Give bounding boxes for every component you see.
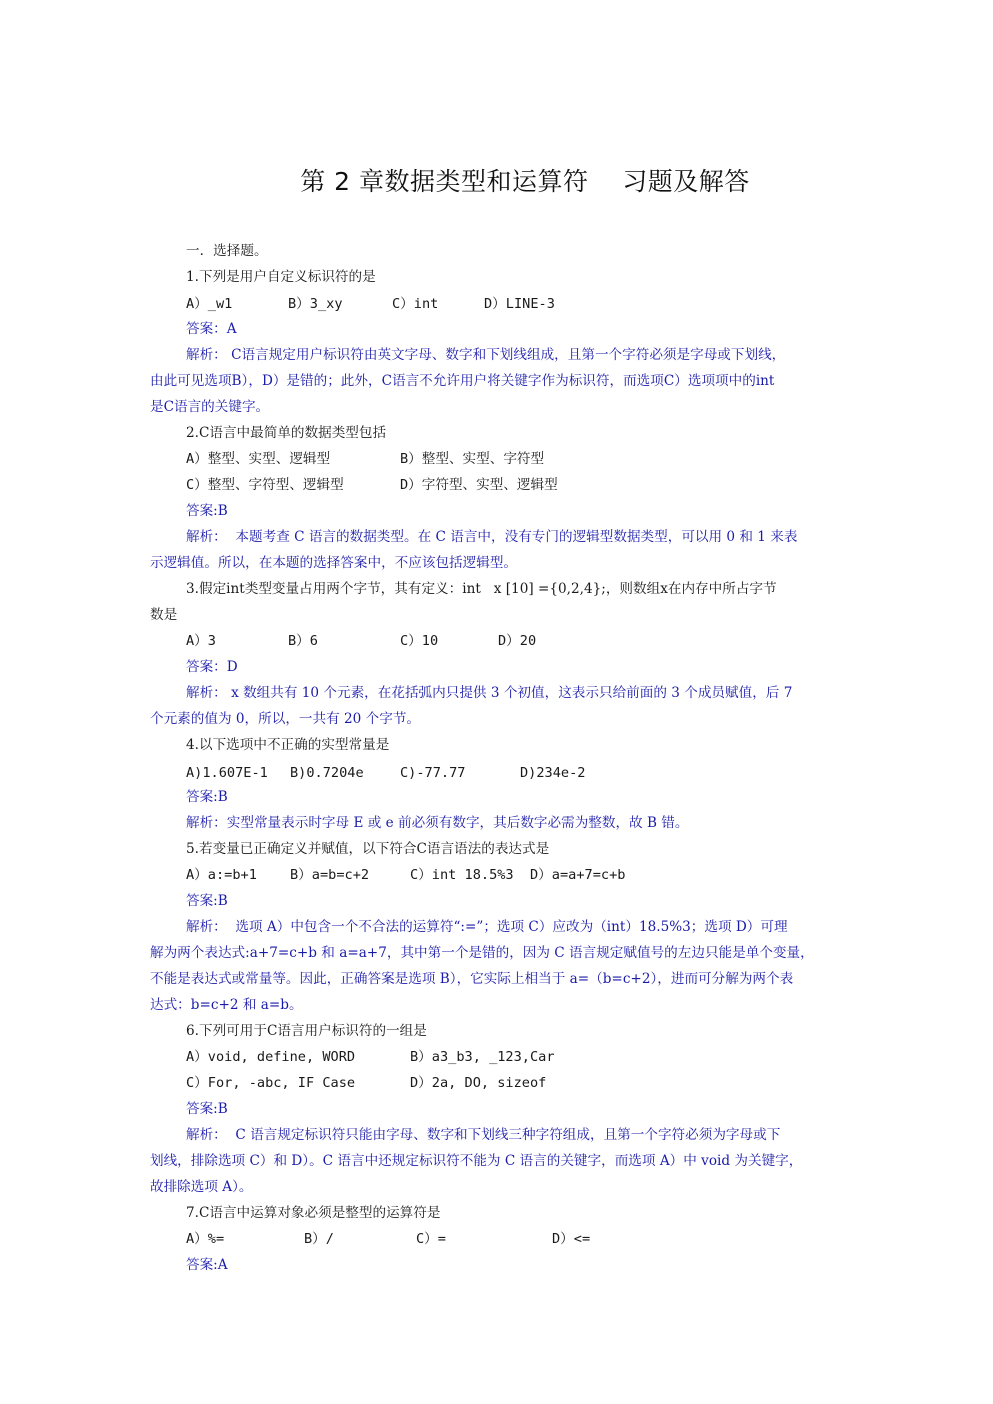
- q7-answer: 答案:A: [186, 1257, 228, 1273]
- q3-option-c: C）10: [400, 633, 439, 649]
- q7-option-b: B）/: [304, 1231, 334, 1247]
- q5-option-a: A）a:=b+1: [186, 867, 257, 883]
- question-5: 5.若变量已正确定义并赋值，以下符合C语言语法的表达式是: [186, 841, 550, 857]
- q3-option-a: A）3: [186, 633, 216, 649]
- q1-option-b: B）3_xy: [288, 296, 343, 312]
- q4-option-d: D)234e-2: [520, 765, 586, 781]
- q1-option-c: C）int: [392, 296, 439, 312]
- q5-option-d: D）a=a+7=c+b: [530, 867, 626, 883]
- q7-option-c: C）=: [416, 1231, 446, 1247]
- q5-explanation-line: 解为两个表达式:a+7=c+b 和 a=a+7，其中第一个是错的，因为 C 语言规定赋值号的左边只能是单个变量，: [150, 945, 814, 961]
- q1-explanation-line: 由此可见选项B），D）是错的；此外，C语言不允许用户将关键字作为标识符，而选项C）选项项中的int: [150, 373, 775, 389]
- q4-option-a: A)1.607E-1: [186, 765, 268, 781]
- q1-option-d: D）LINE-3: [484, 296, 555, 312]
- q4-option-c: C)-77.77: [400, 765, 466, 781]
- q5-option-b: B）a=b=c+2: [290, 867, 370, 883]
- q2-explanation-line: 解析： 本题考查 C 语言的数据类型。在 C 语言中，没有专门的逻辑型数据类型，可以用 0 和 1 来表: [186, 529, 798, 545]
- q5-answer: 答案:B: [186, 893, 228, 909]
- page-title: 第 2 章数据类型和运算符 习题及解答: [300, 167, 750, 196]
- q3-answer: 答案：D: [186, 659, 238, 675]
- q2-explanation-line: 示逻辑值。所以，在本题的选择答案中，不应该包括逻辑型。: [150, 555, 518, 571]
- q2-option-c: C）整型、字符型、逻辑型: [186, 477, 344, 493]
- q3-explanation-line: 个元素的值为 0，所以，一共有 20 个字节。: [150, 711, 421, 727]
- q6-explanation-line: 解析： C 语言规定标识符只能由字母、数字和下划线三种字符组成，且第一个字符必须为字母或下: [186, 1127, 781, 1143]
- question-2: 2.C语言中最简单的数据类型包括: [186, 425, 387, 441]
- q3-option-d: D）20: [498, 633, 537, 649]
- q2-option-a: A）整型、实型、逻辑型: [186, 451, 331, 467]
- q5-explanation-line: 达式：b=c+2 和 a=b。: [150, 997, 303, 1013]
- q6-option-d: D）2a, DO, sizeof: [410, 1075, 547, 1091]
- q4-option-b: B)0.7204e: [290, 765, 364, 781]
- question-3: 3.假定int类型变量占用两个字节，其有定义：int x [10] ={0,2,4};，则数组x在内存中所占字节: [186, 581, 777, 597]
- q6-answer: 答案:B: [186, 1101, 228, 1117]
- section-heading: 一．选择题。: [186, 243, 268, 259]
- question-6: 6.下列可用于C语言用户标识符的一组是: [186, 1023, 427, 1039]
- q6-option-b: B）a3_b3, _123,Car: [410, 1049, 555, 1065]
- question-4: 4.以下选项中不正确的实型常量是: [186, 737, 390, 753]
- q1-answer: 答案：A: [186, 321, 237, 337]
- q1-explanation-line: 是C语言的关键字。: [150, 399, 270, 415]
- question-3-continued: 数是: [150, 607, 178, 623]
- question-7: 7.C语言中运算对象必须是整型的运算符是: [186, 1205, 441, 1221]
- q6-explanation-line: 故排除选项 A）。: [150, 1179, 253, 1195]
- q5-explanation-line: 不能是表达式或常量等。因此，正确答案是选项 B），它实际上相当于 a=（b=c+2），进而可分解为两个表: [150, 971, 794, 987]
- q3-option-b: B）6: [288, 633, 318, 649]
- q1-explanation-line: 解析： C语言规定用户标识符由英文字母、数字和下划线组成，且第一个字符必须是字母或下划线，: [186, 347, 786, 363]
- question-1: 1.下列是用户自定义标识符的是: [186, 269, 376, 285]
- q4-explanation-line: 解析：实型常量表示时字母 E 或 e 前必须有数字，其后数字必需为整数，故 B 错。: [186, 815, 689, 831]
- q2-option-d: D）字符型、实型、逻辑型: [400, 477, 558, 493]
- q6-option-c: C）For, -abc, IF Case: [186, 1075, 356, 1091]
- q7-option-a: A）%=: [186, 1231, 225, 1247]
- q5-explanation-line: 解析： 选项 A）中包含一个不合法的运算符“:=”；选项 C）应改为（int）18.5%3；选项 D）可理: [186, 919, 788, 935]
- q2-answer: 答案:B: [186, 503, 228, 519]
- q3-explanation-line: 解析： x 数组共有 10 个元素，在花括弧内只提供 3 个初值，这表示只给前面的 3 个成员赋值，后 7: [186, 685, 793, 701]
- q6-explanation-line: 划线，排除选项 C）和 D）。C 语言中还规定标识符不能为 C 语言的关键字，而选项 A）中 void 为关键字，: [150, 1153, 803, 1169]
- q1-option-a: A）_w1: [186, 296, 233, 312]
- q6-option-a: A）void, define, WORD: [186, 1049, 356, 1065]
- q5-option-c: C）int 18.5%3: [410, 867, 514, 883]
- q2-option-b: B）整型、实型、字符型: [400, 451, 545, 467]
- q4-answer: 答案:B: [186, 789, 228, 805]
- q7-option-d: D）<=: [552, 1231, 591, 1247]
